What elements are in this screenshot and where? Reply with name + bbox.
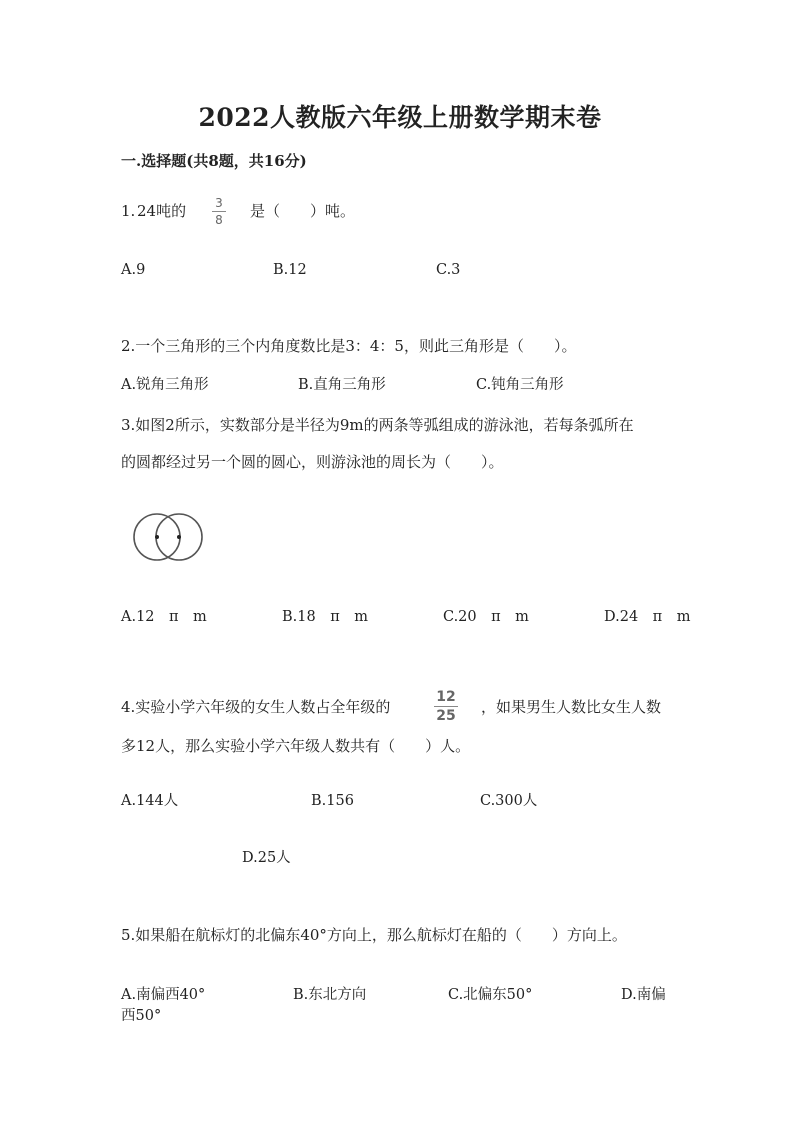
q5-text: 5.如果船在航标灯的北偏东40°方向上，那么航标灯在船的（ ）方向上。 xyxy=(121,926,627,944)
q4-option-c: C.300人 xyxy=(480,793,538,809)
q2-text: 2.一个三角形的三个内角度数比是3：4：5，则此三角形是（ ）。 xyxy=(121,337,577,355)
q3-option-d: D.24 π m xyxy=(604,609,691,625)
q4-fraction xyxy=(434,690,458,723)
q4-text-after: ，如果男生人数比女生人数 xyxy=(481,698,662,716)
q1-option-a: A.9 xyxy=(121,262,146,278)
q5-option-c: C.北偏东50° xyxy=(448,987,533,1003)
q1-option-c: C.3 xyxy=(436,262,461,278)
q4-text-line2: 多12人，那么实验小学六年级人数共有（ ）人。 xyxy=(121,737,471,755)
q5-option-d: D.南偏 xyxy=(621,987,666,1003)
left-center-dot xyxy=(155,535,159,539)
q3-option-c: C.20 π m xyxy=(443,609,529,625)
q2-option-c: C.钝角三角形 xyxy=(476,377,564,393)
q1-fraction-denominator: 8 xyxy=(215,213,223,227)
q5-option-a: A.南偏西40° xyxy=(121,987,206,1003)
section-heading: 一.选择题(共8题，共16分) xyxy=(121,152,307,170)
q2-option-b: B.直角三角形 xyxy=(298,377,386,393)
q4-option-d: D.25人 xyxy=(242,850,291,866)
q1-fraction-numerator: 3 xyxy=(215,196,223,210)
two-circles-diagram xyxy=(128,508,210,566)
q4-fraction-bar xyxy=(434,706,458,707)
q1-text-before: 24吨的 xyxy=(137,202,187,220)
page-title: 2022人教版六年级上册数学期末卷 xyxy=(198,103,602,132)
q4-option-b: B.156 xyxy=(311,793,354,809)
q1-text-after: 是（ ）吨。 xyxy=(250,202,356,220)
q3-option-a: A.12 π m xyxy=(121,609,207,625)
q4-fraction-denominator: 25 xyxy=(436,708,456,724)
q2-option-a: A.锐角三角形 xyxy=(121,377,209,393)
q1-number: 1. xyxy=(121,202,136,220)
q5-option-b: B.东北方向 xyxy=(293,987,367,1003)
q5-option-d-wrap: 西50° xyxy=(121,1008,162,1024)
q4-fraction-numerator: 12 xyxy=(436,689,456,705)
right-center-dot xyxy=(177,535,181,539)
q3-text-line1: 3.如图2所示，实数部分是半径为9m的两条等弧组成的游泳池，若每条弧所在 xyxy=(121,416,634,434)
q1-option-b: B.12 xyxy=(273,262,307,278)
q4-option-a: A.144人 xyxy=(121,793,179,809)
q1-fraction-bar xyxy=(212,211,226,212)
q1-fraction xyxy=(212,197,226,226)
q4-text-before: 4.实验小学六年级的女生人数占全年级的 xyxy=(121,698,391,716)
q3-option-b: B.18 π m xyxy=(282,609,368,625)
q3-text-line2: 的圆都经过另一个圆的圆心，则游泳池的周长为（ ）。 xyxy=(121,453,504,471)
